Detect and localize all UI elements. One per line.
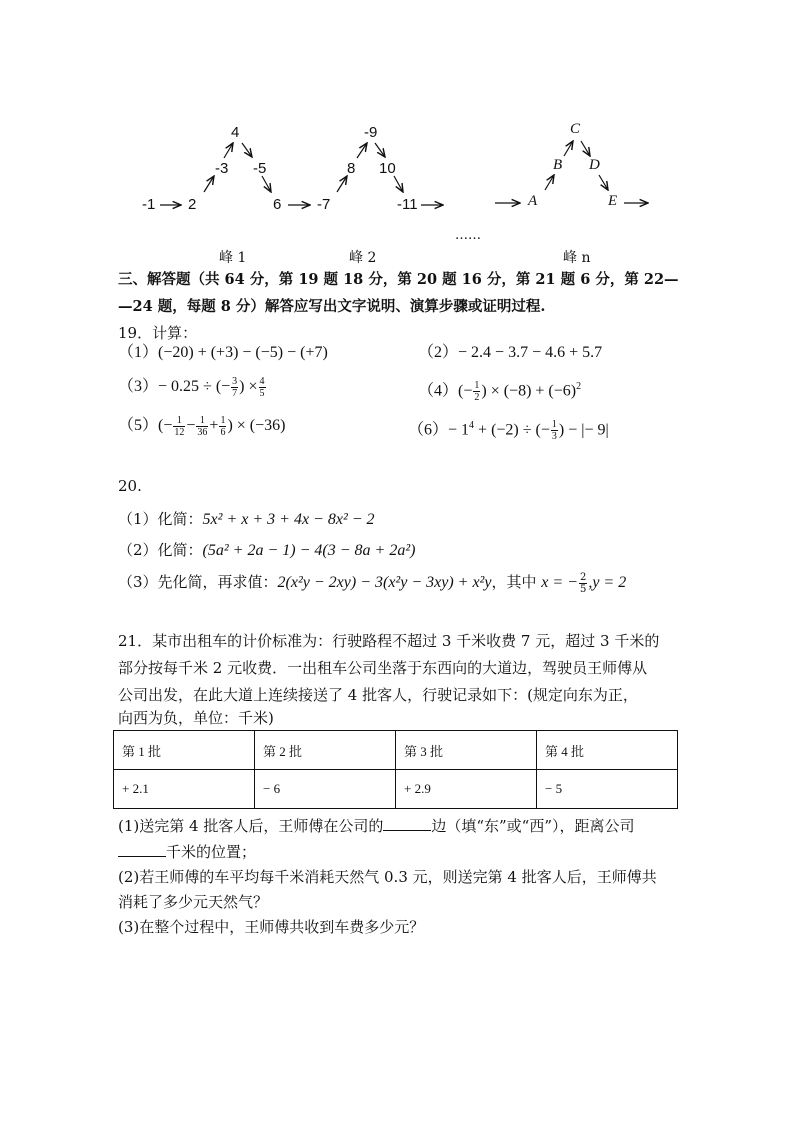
numerator: 3 — [232, 375, 238, 387]
arrow — [224, 143, 233, 158]
numerator: 1 — [474, 380, 480, 392]
q19-part3 — [118, 373, 267, 401]
q19-part2 — [418, 341, 602, 365]
peak1-label: 峰 1 — [219, 250, 247, 266]
peakn-e-value: E — [608, 193, 618, 209]
arrow — [599, 175, 608, 190]
table-header-row — [114, 731, 678, 770]
peak2-e-value: -11 — [397, 196, 418, 213]
peak2-top-value: -9 — [364, 124, 378, 141]
table-cell: + 2.9 — [396, 770, 537, 809]
arrow — [564, 141, 573, 156]
q19-p1-label: （1） — [118, 344, 159, 361]
peakn-top-value: C — [570, 121, 581, 137]
q20-p3-cond: x = − — [541, 574, 578, 591]
peak1-top-value: 4 — [231, 124, 240, 141]
fraction — [259, 376, 266, 399]
fraction — [173, 415, 185, 438]
numerator: 4 — [259, 375, 265, 387]
q21-line4: 向西为负，单位：千米) — [118, 709, 274, 727]
peakn-d-value: D — [589, 157, 600, 173]
peak1-left-value: -1 — [142, 196, 156, 213]
q21-sub3: (3)在整个过程中，王师傅共收到车费多少元？ — [118, 918, 425, 936]
fraction — [579, 572, 587, 595]
arrow — [394, 176, 403, 192]
table-cell: + 2.1 — [114, 770, 255, 809]
peak2-label: 峰 2 — [349, 250, 377, 266]
q19-p5-text: − — [186, 417, 196, 434]
q19-p6-text: − 1 — [448, 421, 470, 439]
q19-p3-text: − 0.25 ÷ (− — [158, 378, 231, 395]
arrow — [375, 143, 385, 157]
q19-p5-label: （5） — [118, 417, 159, 434]
table-cell: − 6 — [255, 770, 396, 809]
q20-p3-expr: 2(x²y − 2xy) − 3(x²y − 3xy) + x²y — [277, 574, 492, 591]
q20-p1-label: （1）化简： — [118, 510, 203, 528]
table-header-cell: 第 2 批 — [255, 731, 396, 770]
answer-blank — [118, 842, 166, 857]
q21-sub1-line2 — [118, 839, 256, 866]
q21-line1: 21．某市出租车的计价标准为：行驶路程不超过 3 千米收费 7 元，超过 3 千米的 — [118, 632, 660, 650]
q19-title: 19．计算： — [118, 324, 198, 342]
arrow — [337, 176, 347, 192]
q19-p6-text: + (−2) ÷ (− — [474, 421, 550, 439]
q19-p3-text: ) × — [239, 378, 258, 395]
numerator: 1 — [551, 419, 557, 431]
q20-part3 — [118, 567, 626, 598]
denominator: 5 — [579, 583, 587, 595]
denominator: 36 — [197, 426, 208, 438]
peakn-b-value: B — [553, 157, 563, 173]
table-header-cell: 第 3 批 — [396, 731, 537, 770]
peak1-d-value: -5 — [253, 160, 267, 177]
q20-part1 — [118, 507, 375, 532]
fraction — [196, 415, 208, 438]
q19-part6 — [408, 412, 609, 444]
q19-p3-label: （3） — [118, 378, 159, 395]
q19-p4-text: ) × (−8) + (−6) — [481, 382, 577, 400]
q19-part5 — [118, 412, 285, 440]
peak-arrows — [0, 0, 794, 270]
q20-p1-expr: 5x² + x + 3 + 4x − 8x² − 2 — [202, 511, 375, 528]
q19-p2-label: （2） — [418, 344, 459, 361]
peakn-label: 峰 n — [563, 250, 591, 266]
q19-p5-text: ) × (−36) — [227, 417, 286, 434]
denominator: 6 — [220, 426, 226, 438]
q20-p3-label: （3）先化简，再求值： — [118, 573, 278, 591]
q20-p3-mid: ，其中 — [491, 573, 542, 591]
peak-diagram — [0, 0, 794, 270]
numerator: 1 — [196, 415, 208, 427]
q19-p1-expr: (−20) + (+3) − (−5) − (+7) — [158, 344, 328, 361]
q20-part2 — [118, 538, 415, 563]
denominator: 7 — [232, 387, 238, 399]
q21-sub1-line1 — [118, 813, 635, 840]
table-cell: − 5 — [537, 770, 678, 809]
peak1-c-value: -3 — [215, 160, 229, 177]
arrow — [545, 175, 554, 190]
driving-record-table — [113, 730, 678, 809]
q21-line2: 部分按每千米 2 元收费．一出租车公司坐落于东西向的大道边，驾驶员王师傅从 — [118, 659, 648, 677]
peak1-e-value: 6 — [273, 196, 282, 213]
q21-s1-text: 边（填“东”或“西”），距离公司 — [431, 817, 635, 835]
denominator: 3 — [551, 431, 557, 443]
q21-sub2-line2: 消耗了多少元天然气？ — [118, 893, 269, 911]
arrow — [262, 176, 271, 192]
q21-s1-text: (1)送完第 4 批客人后，王师傅在公司的 — [118, 817, 384, 835]
fraction — [473, 380, 480, 403]
peak2-d-value: 10 — [379, 160, 396, 177]
section-3-heading-line1: 三、解答题（共 64 分，第 19 题 18 分，第 20 题 16 分，第 21 题 6 分，第 22— — [118, 271, 679, 288]
fraction — [551, 419, 558, 442]
arrow — [204, 176, 214, 192]
arrow — [581, 141, 590, 156]
peak2-a-value: -7 — [317, 196, 331, 213]
q20-title: 20. — [118, 477, 142, 495]
answer-blank — [383, 816, 431, 831]
arrow — [357, 143, 367, 158]
q21-s1-text: 千米的位置； — [166, 843, 257, 861]
q19-p4-text: (− — [458, 382, 473, 400]
q21-sub2-line1: (2)若王师傅的车平均每千米消耗天然气 0.3 元，则送完第 4 批客人后，王师傅共 — [118, 868, 657, 886]
table-row — [114, 770, 678, 809]
fraction — [219, 415, 226, 438]
numerator: 1 — [220, 414, 226, 426]
peak1-b-value: 2 — [188, 196, 197, 213]
denominator: 12 — [174, 426, 185, 438]
numerator: 2 — [579, 571, 587, 583]
numerator: 1 — [173, 415, 185, 427]
exponent: 2 — [576, 381, 582, 392]
ellipsis: …… — [455, 228, 481, 243]
q19-p4-label: （4） — [418, 382, 459, 400]
q20-p2-expr: (5a² + 2a − 1) − 4(3 − 8a + 2a²) — [202, 542, 416, 559]
fraction — [231, 376, 238, 399]
denominator: 2 — [474, 392, 480, 404]
peakn-a-value: A — [528, 193, 538, 209]
exponent: 4 — [469, 420, 475, 431]
q19-p5-text: (− — [158, 417, 173, 434]
q20-p3-cond: ,y = 2 — [588, 574, 627, 591]
denominator: 5 — [259, 387, 265, 399]
q19-p5-text: + — [209, 417, 219, 434]
table-header-cell: 第 1 批 — [114, 731, 255, 770]
q19-p6-label: （6） — [408, 421, 449, 439]
q19-part4 — [418, 373, 581, 405]
table-header-cell: 第 4 批 — [537, 731, 678, 770]
section-3-heading-line2: —24 题，每题 8 分）解答应写出文字说明、演算步骤或证明过程. — [118, 298, 546, 315]
q21-line3: 公司出发，在此大道上连续接送了 4 批客人，行驶记录如下：(规定向东为正， — [118, 686, 638, 704]
arrow — [242, 143, 252, 157]
q20-p2-label: （2）化简： — [118, 541, 203, 559]
q19-part1 — [118, 341, 328, 365]
q19-p2-expr: − 2.4 − 3.7 − 4.6 + 5.7 — [458, 344, 603, 361]
q19-p6-text: ) − |− 9| — [558, 421, 609, 439]
peak2-b-value: 8 — [347, 160, 356, 177]
